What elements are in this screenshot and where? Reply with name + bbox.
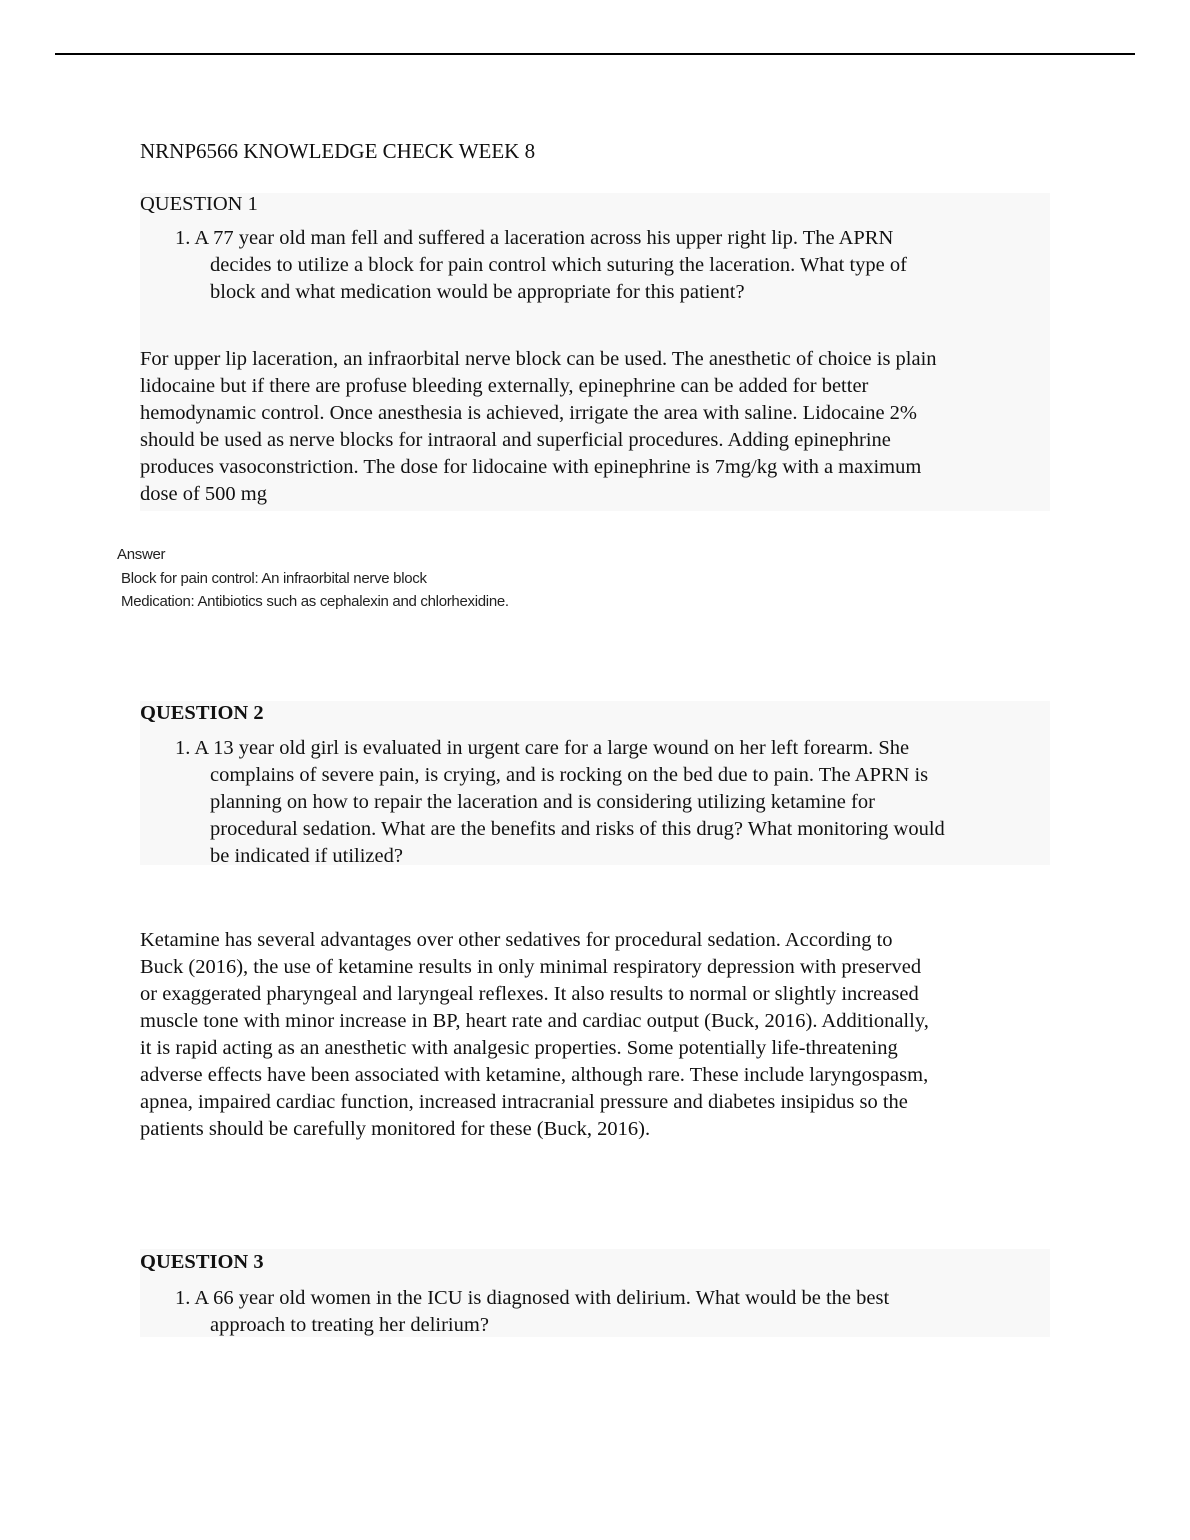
text-line: patients should be carefully monitored for these (Buck, 2016). [140,1118,651,1140]
document-title: NRNP6566 KNOWLEDGE CHECK WEEK 8 [140,139,536,163]
text-line: apnea, impaired cardiac function, increased intracranial pressure and diabetes insipidus so the [140,1091,908,1113]
text-line: approach to treating her delirium? [210,1314,489,1336]
text-line: lidocaine but if there are profuse bleeding externally, epinephrine can be added for better [140,375,869,397]
answer-label: Answer [117,546,166,563]
text-line: adverse effects have been associated with ketamine, although rare. These include laryngospasm, [140,1064,929,1086]
text-line: Block for pain control: An infraorbital nerve block [121,569,427,587]
page-top-rule [55,53,1135,55]
answer-section [117,543,509,614]
text-line: it is rapid acting as an anesthetic with analgesic properties. Some potentially life-threatening [140,1037,898,1059]
text-line: For upper lip laceration, an infraorbital nerve block can be used. The anesthetic of choice is plain [140,348,937,370]
text-line: procedural sedation. What are the benefits and risks of this drug? What monitoring would [210,818,945,840]
text-line: or exaggerated pharyngeal and laryngeal reflexes. It also results to normal or slightly increased [140,983,919,1005]
text-line: decides to utilize a block for pain control which suturing the laceration. What type of [210,254,907,276]
text-line: 1. A 77 year old man fell and suffered a laceration across his upper right lip. The APRN [175,227,894,249]
question-3-heading: QUESTION 3 [140,1251,264,1273]
text-line: block and what medication would be appropriate for this patient? [210,281,745,303]
question-2-heading: QUESTION 2 [140,702,264,724]
question-2-response [140,927,929,1143]
question-3-prompt [140,1285,889,1339]
text-line: produces vasoconstriction. The dose for lidocaine with epinephrine is 7mg/kg with a maximum [140,456,922,478]
text-line: complains of severe pain, is crying, and is rocking on the bed due to pain. The APRN is [210,764,929,786]
text-line: planning on how to repair the laceration and is considering utilizing ketamine for [210,791,875,813]
question-1-prompt [140,225,907,306]
text-line: muscle tone with minor increase in BP, heart rate and cardiac output (Buck, 2016). Additionally, [140,1010,929,1032]
question-1-heading: QUESTION 1 [140,193,258,215]
question-1-response [140,346,937,508]
text-line: 1. A 66 year old women in the ICU is diagnosed with delirium. What would be the best [175,1287,890,1309]
text-line: dose of 500 mg [140,483,267,505]
text-line: 1. A 13 year old girl is evaluated in urgent care for a large wound on her left forearm. She [175,737,910,759]
question-2-prompt [140,735,945,870]
text-line: Ketamine has several advantages over other sedatives for procedural sedation. According to [140,929,893,951]
text-line: should be used as nerve blocks for intraoral and superficial procedures. Adding epinephrine [140,429,891,451]
text-line: Buck (2016), the use of ketamine results in only minimal respiratory depression with preserved [140,956,922,978]
text-line: be indicated if utilized? [210,845,403,867]
text-line: hemodynamic control. Once anesthesia is achieved, irrigate the area with saline. Lidocaine 2% [140,402,917,424]
answer-lines [117,567,509,614]
text-line: Medication: Antibiotics such as cephalexin and chlorhexidine. [121,593,509,610]
